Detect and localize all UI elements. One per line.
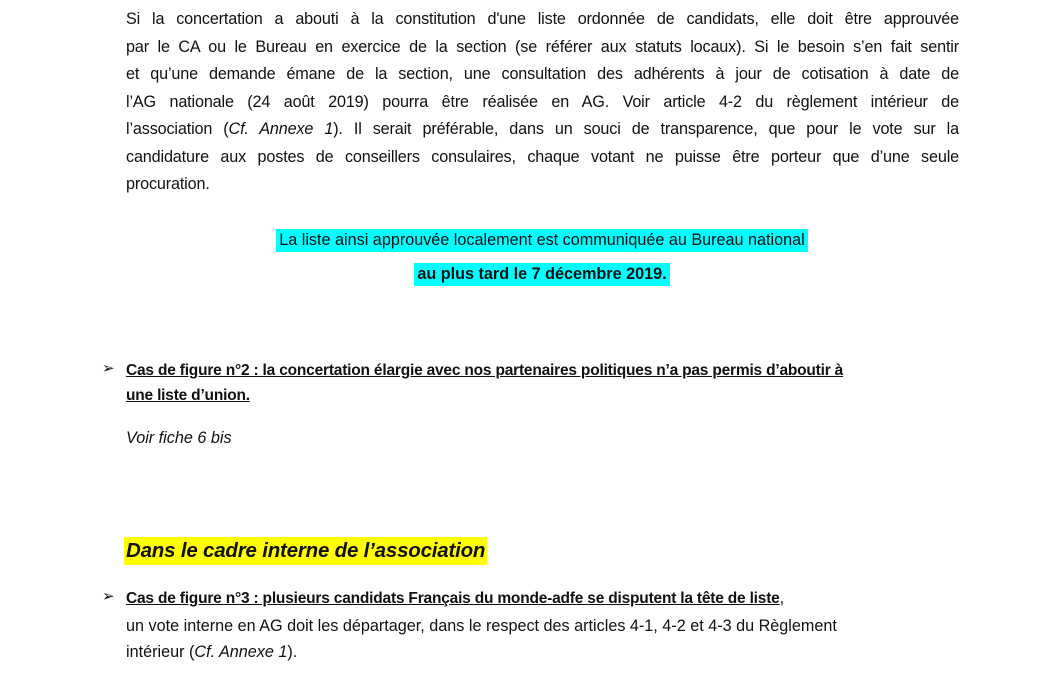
annex-reference: Cf. Annexe 1 <box>228 120 334 138</box>
arrow-bullet-icon: ➢ <box>102 587 115 605</box>
case3-line2: un vote interne en AG doit les départager, dans le respect des articles 4-1, 4-2 et 4-3 du Règlement <box>126 617 837 635</box>
text-fragment: intérieur ( <box>126 643 195 661</box>
paragraph-line: l’AG nationale (24 août 2019) pourra être réalisée en AG. Voir article 4-2 du règlement intérieur de <box>126 92 959 111</box>
highlight-deadline-line1 <box>0 231 1058 250</box>
paragraph-line: Si la concertation a abouti à la constitution d'une liste ordonnée de candidats, elle doit être approuvée <box>126 10 959 28</box>
annex-reference: Cf. Annexe 1 <box>194 643 288 661</box>
case3-line3 <box>126 640 297 665</box>
section-heading-text: Dans le cadre interne de l’association <box>124 537 487 565</box>
case3-title-line <box>126 586 784 611</box>
text-fragment: ). <box>287 643 298 661</box>
case2-title-line1: Cas de figure n°2 : la concertation élargie avec nos partenaires politiques n’a pas permis d’aboutir à <box>126 362 844 379</box>
highlighted-deadline: au plus tard le 7 décembre 2019. <box>414 263 669 286</box>
case3-title: Cas de figure n°3 : plusieurs candidats Français du monde-adfe se disputent la tête de liste <box>126 590 780 607</box>
text-fragment: ). Il serait préférable, dans un souci de transparence, que pour le vote sur la <box>333 120 959 138</box>
section-heading <box>124 539 487 563</box>
highlighted-text: La liste ainsi approuvée localement est communiquée au Bureau national <box>276 229 808 252</box>
paragraph-approval <box>126 6 959 199</box>
highlight-deadline-line2 <box>0 265 1058 284</box>
case2-note: Voir fiche 6 bis <box>126 429 232 447</box>
text-fragment: l’association ( <box>126 120 229 138</box>
case3-comma: , <box>779 589 785 607</box>
case2-title-line2: une liste d’union. <box>126 387 250 404</box>
paragraph-line <box>126 116 959 144</box>
paragraph-line: procuration. <box>126 175 210 193</box>
arrow-bullet-icon: ➢ <box>102 359 115 377</box>
paragraph-line: et qu’une demande émane de la section, une consultation des adhérents à jour de cotisation à date de <box>126 65 959 83</box>
paragraph-line: par le CA ou le Bureau en exercice de la section (se référer aux statuts locaux). Si le besoin s’en fait sentir <box>126 37 959 56</box>
paragraph-line: candidature aux postes de conseillers consulaires, chaque votant ne puisse être porteur que d’une seule <box>126 147 959 166</box>
